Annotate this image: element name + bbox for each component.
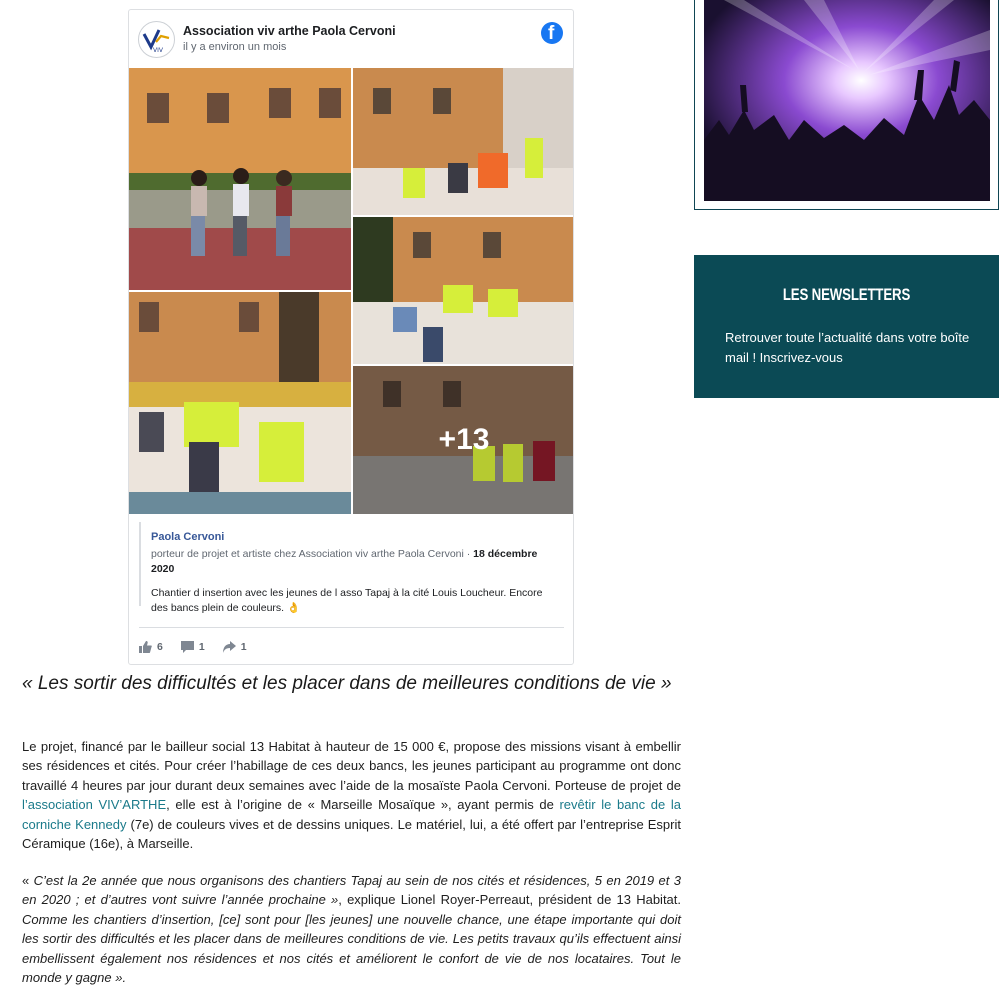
more-photos-count[interactable]: +13: [353, 366, 574, 514]
author-role-text: porteur de projet et artiste chez Association viv arthe Paola Cervoni ·: [151, 548, 474, 560]
post-message: Chantier d insertion avec les jeunes de l asso Tapaj à la cité Louis Loucheur. Encore des bancs plein de couleurs. 👌: [151, 587, 543, 614]
quote-text-2: Comme les chantiers d’insertion, [ce] sont pour [les jeunes] une nouvelle chance, une étape importante qui doit les sortir des difficultés et les placer dans de meilleures conditions de vie. Les petits travaux qu’ils effectuent ainsi embellissent également nos résidences et nos cités et améliorent le confort de vie de nos locataires. Tout le monde y gagne ».: [22, 911, 681, 986]
divider: [139, 627, 564, 628]
share-button[interactable]: [223, 638, 247, 656]
facebook-logo-icon[interactable]: f: [541, 22, 563, 44]
sidebar-promo[interactable]: [694, 0, 999, 210]
post-date[interactable]: 18 décembre 2020: [151, 548, 538, 575]
quote-open: «: [22, 873, 34, 888]
comment-count: 1: [198, 641, 205, 653]
quote-text-1: C’est la 2e année que nous organisons des chantiers Tapaj au sein de nos cités et résidences, 5 en 2019 et 3 en 2020 ; et d’autres vont suivre l’année prochaine »: [22, 873, 682, 908]
share-count: 1: [240, 641, 247, 653]
like-count: 6: [157, 641, 163, 653]
author-role: [151, 547, 556, 577]
paragraph-1-text-b: , elle est à l’origine de « Marseille Mosaïque », ayant permis de: [166, 797, 560, 813]
paragraph-1-text-a: Le projet, financé par le bailleur social 13 Habitat à hauteur de 15 000 €, propose des missions visant à embellir ses résidences et cités. Pour créer l’habillage de ces deux bancs, les jeunes participant au programme ont donc travaillé 4 heures par jour durant deux semaines avec l’aide de la mosaïste Paola Cervoni. Porteuse de projet de: [22, 739, 681, 793]
association-vivarthe-link[interactable]: l’association VIV’ARTHE: [22, 797, 167, 813]
post-photo-4[interactable]: [129, 292, 351, 514]
like-button[interactable]: [139, 638, 163, 656]
quote-heading: « Les sortir des difficultés et les placer dans de meilleures conditions de vie »: [22, 673, 672, 694]
share-icon: [223, 641, 236, 653]
post-photo-5-more[interactable]: [353, 366, 574, 514]
page-avatar[interactable]: [138, 21, 175, 58]
post-time[interactable]: il y a environ un mois: [183, 41, 287, 53]
post-photo-2[interactable]: [353, 68, 574, 215]
paragraph-1-text-c: (7e) de couleurs vives et de dessins uniques. Le matériel, lui, a été offert par l’entreprise Esprit Céramique (16e), à Marseille.: [22, 816, 681, 852]
svg-text:VIV: VIV: [153, 47, 163, 54]
page-name[interactable]: Association viv arthe Paola Cervoni: [183, 24, 396, 38]
post-author[interactable]: Paola Cervoni: [151, 531, 225, 543]
post-photo-1[interactable]: [129, 68, 351, 290]
newsletter-title: LES NEWSLETTERS: [782, 285, 911, 304]
like-icon: [139, 641, 152, 653]
comment-icon: [181, 641, 194, 653]
article-paragraph-1: [22, 737, 681, 853]
shared-post-content: [139, 522, 565, 614]
article-paragraph-2: [22, 871, 681, 987]
newsletter-text[interactable]: Retrouver toute l’actualité dans votre boîte mail ! Inscrivez-vous: [725, 330, 970, 365]
corniche-kennedy-link[interactable]: revêtir le banc de la corniche Kennedy: [22, 797, 682, 832]
quote-attribution: , explique Lionel Royer-Perreaut, président de 13 Habitat.: [338, 892, 682, 908]
facebook-post-header: [129, 10, 573, 68]
post-actions: [139, 638, 247, 656]
newsletter-box[interactable]: [694, 255, 999, 398]
concert-image[interactable]: [704, 0, 990, 201]
comment-button[interactable]: [181, 638, 205, 656]
facebook-post-embed[interactable]: [128, 9, 574, 665]
post-photo-3[interactable]: [353, 217, 574, 364]
